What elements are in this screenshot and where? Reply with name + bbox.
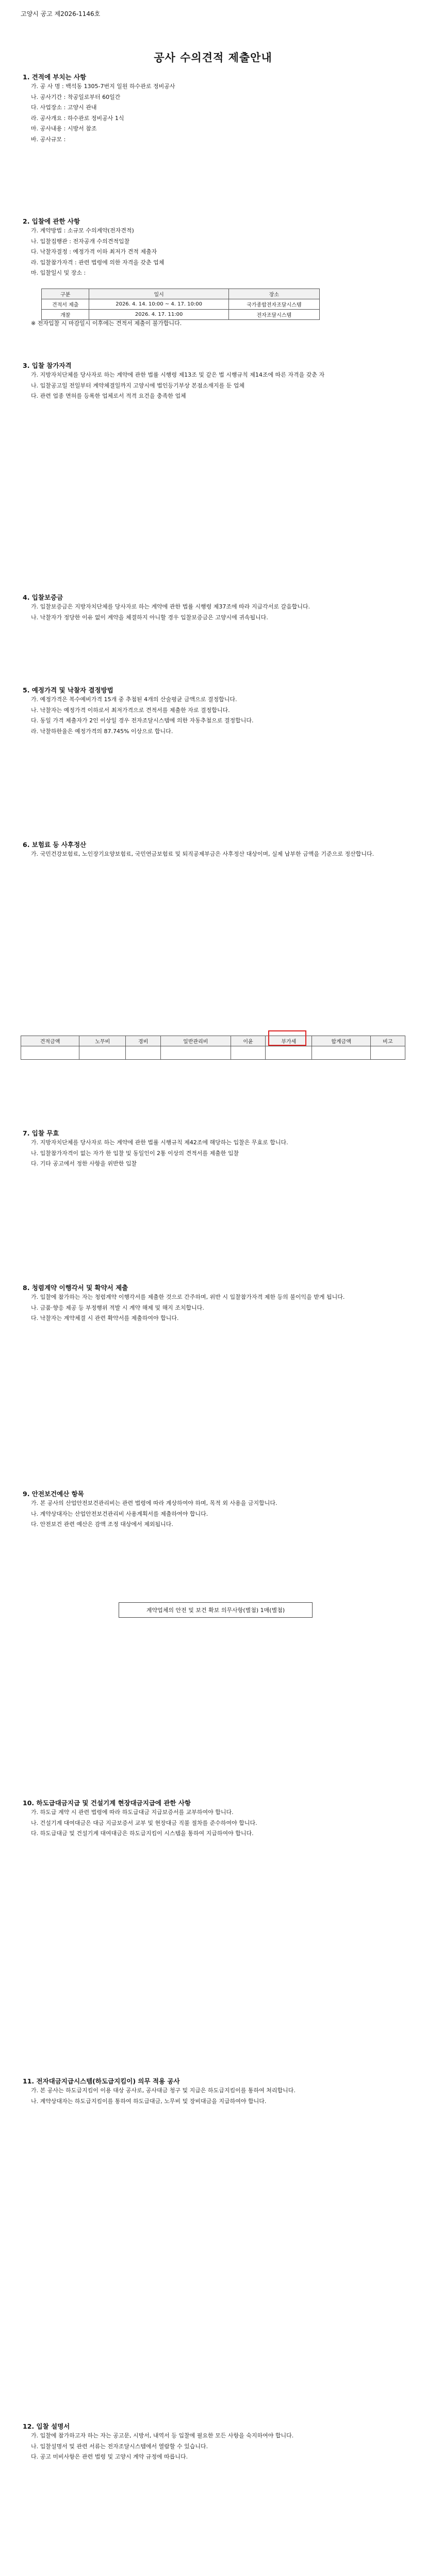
section-9-item: 나. 계약상대자는 산업안전보건관리비 사용계획서를 제출하여야 합니다. (31, 1510, 208, 1517)
estimate-table (21, 1036, 405, 1060)
safety-caution-box: 계약업체의 안전 및 보건 확보 의무사항(별첨) 1매(별첨) (119, 1602, 313, 1618)
section-6-title: 6. 보험료 등 사후정산 (23, 841, 87, 849)
section-6-item: 가. 국민건강보험료, 노인장기요양보험료, 국민연금보험료 및 퇴직공제부금은 사후정산 대상이며, 실제 납부한 금액을 기준으로 정산합니다. (31, 851, 374, 857)
section-2-item: 마. 입찰일시 및 장소 : (31, 269, 86, 276)
schedule-header: 장소 (228, 289, 319, 299)
section-11-item: 가. 본 공사는 하도급지킴이 이용 대상 공사로, 공사대금 청구 및 지급은 하도급지킴이를 통하여 처리합니다. (31, 2087, 296, 2094)
section-1-item: 라. 공사개요 : 하수관로 정비공사 1식 (31, 114, 124, 122)
section-2-item: 가. 계약방법 : 소규모 수의계약(전자견적) (31, 227, 134, 234)
section-10-item: 가. 하도급 계약 시 관련 법령에 따라 하도급대금 지급보증서를 교부하여야 합니다. (31, 1809, 234, 1816)
estimate-header: 이윤 (231, 1036, 265, 1046)
section-1-item: 나. 공사기간 : 착공일로부터 60일간 (31, 93, 121, 100)
section-8-body (31, 1293, 395, 1325)
section-9-body (31, 1499, 395, 1531)
section-4-item: 가. 입찰보증금은 지방자치단체를 당사자로 하는 계약에 관한 법률 시행령 제37조에 따라 지급각서로 갈음합니다. (31, 603, 310, 610)
section-2-item: 다. 낙찰자결정 : 예정가격 이하 최저가 견적 제출자 (31, 248, 157, 255)
section-9-item: 가. 본 공사의 산업안전보건관리비는 관련 법령에 따라 계상하여야 하며, 목적 외 사용을 금지합니다. (31, 1500, 277, 1506)
section-1-item: 다. 사업장소 : 고양시 관내 (31, 104, 97, 111)
estimate-header: 노무비 (79, 1036, 126, 1046)
section-7-item: 가. 지방자치단체를 당사자로 하는 계약에 관한 법률 시행규칙 제42조에 해당하는 입찰은 무효로 합니다. (31, 1139, 288, 1146)
schedule-cell: 국가종합전자조달시스템 (228, 299, 319, 310)
section-1-item: 마. 공사내용 : 시방서 참조 (31, 125, 97, 132)
section-11-item: 나. 계약상대자는 하도급지킴이를 통하여 하도급대금, 노무비 및 장비대금을 지급하여야 합니다. (31, 2097, 267, 2105)
section-7-title: 7. 입찰 무효 (23, 1129, 59, 1137)
section-10-item: 나. 건설기계 대여대금은 대금 지급보증서 교부 및 현장대금 직불 절차를 준수하여야 합니다. (31, 1819, 257, 1826)
section-10-title: 10. 하도급대금지급 및 건설기계 현장대금지급에 관한 사항 (23, 1799, 191, 1807)
estimate-header: 합계금액 (312, 1036, 370, 1046)
section-10-item: 다. 하도급대금 및 건설기계 대여대금은 하도급지킴이 시스템을 통하여 지급하여야 합니다. (31, 1830, 254, 1837)
schedule-header: 일시 (89, 289, 228, 299)
section-3-item: 나. 입찰공고일 전일부터 계약체결일까지 고양시에 법인등기부상 본점소재지를 둔 업체 (31, 382, 245, 389)
section-3-title: 3. 입찰 참가자격 (23, 362, 72, 369)
section-10-body (31, 1808, 395, 1840)
section-5-item: 다. 동일 가격 제출자가 2인 이상일 경우 전자조달시스템에 의한 자동추첨으로 결정합니다. (31, 717, 254, 724)
schedule-cell: 견적서 제출 (42, 299, 89, 310)
estimate-cell (370, 1046, 405, 1060)
section-5-item: 가. 예정가격은 복수예비가격 15개 중 추첨된 4개의 산술평균 금액으로 결정합니다. (31, 696, 237, 703)
estimate-header: 견적금액 (21, 1036, 79, 1046)
section-8-item: 다. 낙찰자는 계약체결 시 관련 확약서를 제출하여야 합니다. (31, 1315, 179, 1321)
section-12-item: 다. 공고 미비사항은 관련 법령 및 고양시 계약 규정에 따릅니다. (31, 2453, 188, 2460)
notice-number: 고양시 공고 제2026-1146호 (21, 10, 101, 18)
section-5-title: 5. 예정가격 및 낙찰자 결정방법 (23, 686, 113, 694)
page-title: 공사 수의견적 제출안내 (154, 52, 272, 64)
section-8-title: 8. 청렴계약 이행각서 및 확약서 제출 (23, 1284, 128, 1292)
estimate-header: 부가세 (266, 1036, 312, 1046)
section-9-item: 다. 안전보건 관련 예산은 감액 조정 대상에서 제외됩니다. (31, 1521, 173, 1528)
section-3-item: 다. 관련 업종 면허를 등록한 업체로서 적격 요건을 충족한 업체 (31, 393, 186, 399)
schedule-cell: 2026. 4. 17. 11:00 (89, 310, 228, 320)
schedule-cell: 2026. 4. 14. 10:00 ~ 4. 17. 10:00 (89, 299, 228, 310)
section-11-body (31, 2087, 395, 2108)
schedule-table (41, 289, 320, 320)
section-2-note: ※ 전자입찰 시 마감일시 이후에는 견적서 제출이 불가합니다. (31, 320, 182, 327)
estimate-cell (79, 1046, 126, 1060)
estimate-header: 경비 (126, 1036, 160, 1046)
estimate-header: 일반관리비 (160, 1036, 231, 1046)
estimate-cell (126, 1046, 160, 1060)
section-4-title: 4. 입찰보증금 (23, 594, 63, 601)
section-4-item: 나. 낙찰자가 정당한 이유 없이 계약을 체결하지 아니할 경우 입찰보증금은 고양시에 귀속됩니다. (31, 614, 268, 621)
section-8-item: 나. 금품·향응 제공 등 부정행위 적발 시 계약 해제 및 해지 조치합니다. (31, 1304, 204, 1311)
section-2-title: 2. 입찰에 관한 사항 (23, 217, 80, 225)
estimate-cell (266, 1046, 312, 1060)
section-1-body (31, 82, 395, 146)
section-3-item: 가. 지방자치단체를 당사자로 하는 계약에 관한 법률 시행령 제13조 및 같은 법 시행규칙 제14조에 따른 자격을 갖춘 자 (31, 371, 325, 378)
estimate-cell (312, 1046, 370, 1060)
section-4-body (31, 603, 395, 624)
section-1-item: 바. 공사규모 : (31, 135, 66, 143)
section-2-item: 나. 입찰집행관 : 전자공개 수의견적입찰 (31, 238, 130, 245)
section-7-body (31, 1139, 395, 1171)
highlight-box (268, 1030, 306, 1046)
section-3-body (31, 371, 395, 403)
section-2-item: 라. 입찰참가자격 : 관련 법령에 의한 자격을 갖춘 업체 (31, 259, 165, 266)
section-1-title: 1. 견적에 부치는 사항 (23, 73, 87, 81)
schedule-header: 구분 (42, 289, 89, 299)
section-7-item: 나. 입찰참가자격이 없는 자가 한 입찰 및 동일인이 2통 이상의 견적서를 제출한 입찰 (31, 1149, 239, 1157)
section-6-body (31, 850, 395, 861)
schedule-cell: 전자조달시스템 (228, 310, 319, 320)
section-12-item: 나. 입찰설명서 및 관련 서류는 전자조달시스템에서 열람할 수 있습니다. (31, 2443, 208, 2450)
section-5-item: 라. 낙찰하한율은 예정가격의 87.745% 이상으로 합니다. (31, 727, 173, 735)
table-row (42, 310, 320, 320)
section-11-title: 11. 전자대금지급시스템(하도급지킴이) 의무 적용 공사 (23, 2077, 180, 2085)
section-5-item: 나. 낙찰자는 예정가격 이하로서 최저가격으로 견적서를 제출한 자로 결정합니다. (31, 706, 230, 714)
section-7-item: 다. 기타 공고에서 정한 사항을 위반한 입찰 (31, 1160, 137, 1167)
estimate-cell (160, 1046, 231, 1060)
estimate-header: 비고 (370, 1036, 405, 1046)
section-12-item: 가. 입찰에 참가하고자 하는 자는 공고문, 시방서, 내역서 등 입찰에 필요한 모든 사항을 숙지하여야 합니다. (31, 2432, 294, 2439)
section-5-body (31, 696, 395, 738)
schedule-cell: 개찰 (42, 310, 89, 320)
section-12-body (31, 2432, 395, 2464)
section-9-title: 9. 안전보건예산 항목 (23, 1490, 84, 1498)
section-12-title: 12. 입찰 설명서 (23, 2422, 70, 2430)
estimate-cell (21, 1046, 79, 1060)
table-row (21, 1046, 405, 1060)
table-row (42, 299, 320, 310)
section-8-item: 가. 입찰에 참가하는 자는 청렴계약 이행각서를 제출한 것으로 간주하며, 위반 시 입찰참가자격 제한 등의 불이익을 받게 됩니다. (31, 1294, 345, 1300)
estimate-cell (231, 1046, 265, 1060)
section-1-item: 가. 공 사 명 : 백석동 1305-7번지 일원 하수관로 정비공사 (31, 83, 175, 90)
section-2-body (31, 227, 395, 280)
